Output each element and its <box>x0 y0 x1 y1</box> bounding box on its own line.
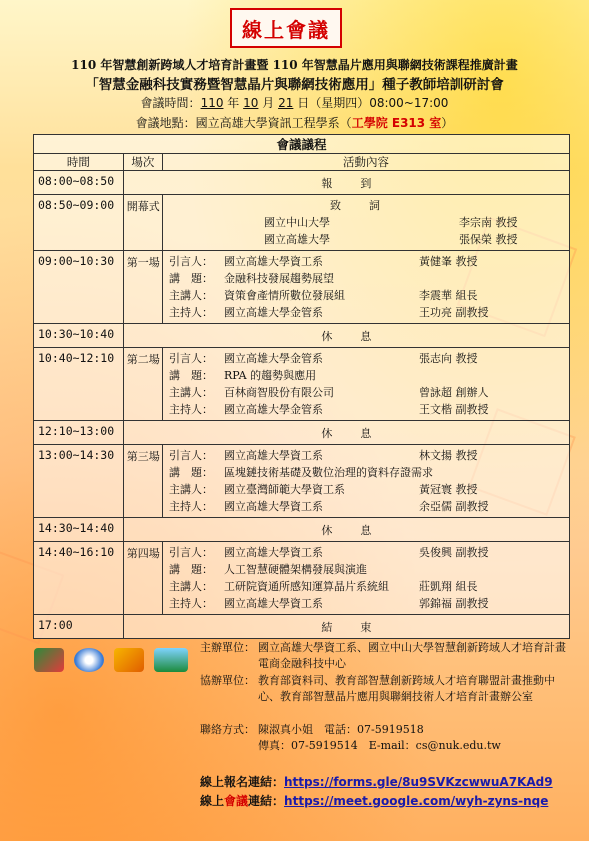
line-name <box>433 464 543 481</box>
line-name: 黃健峯 教授 <box>419 255 478 268</box>
line-label: 主講人： <box>169 483 213 496</box>
activity-line <box>169 214 569 231</box>
line-name <box>316 367 426 384</box>
registration-link[interactable]: https://forms.gle/8u9SVKzcwwuA7KAd9 <box>284 775 553 789</box>
row-activity <box>163 251 570 324</box>
line-name: 黃冠寰 教授 <box>419 483 478 496</box>
row-activity: 報到 <box>123 171 569 195</box>
header-line1: 110 年智慧創新跨域人才培育計畫暨 110 年智慧晶片應用與聯網技術課程推廣計畫 <box>71 58 518 72</box>
row-session: 第二場 <box>123 348 162 421</box>
line-text: 金融科技發展趨勢展望 <box>224 272 334 285</box>
row-time: 08:50~09:00 <box>34 195 124 251</box>
line-name <box>334 270 444 287</box>
activity-line <box>169 231 569 248</box>
activity-line <box>169 481 569 498</box>
sun-logo <box>114 648 144 672</box>
col-time: 時間 <box>34 154 124 171</box>
line-label: 主講人： <box>169 580 213 593</box>
row-activity: 休息 <box>123 421 569 445</box>
activity-line <box>169 304 569 321</box>
row-time: 12:10~13:00 <box>34 421 124 445</box>
line-text: RPA 的趨勢與應用 <box>224 369 317 382</box>
line-label: 引言人： <box>169 352 213 365</box>
line-name: 余亞儒 副教授 <box>419 500 489 513</box>
line-name: 張志向 教授 <box>419 352 478 365</box>
row-activity <box>163 195 570 251</box>
row-time: 10:30~10:40 <box>34 324 124 348</box>
line-label: 主持人： <box>169 403 213 416</box>
organizer: 主辦單位： 國立高雄大學資工系、國立中山大學智慧創新跨域人才培育計畫電商金融科技中心 <box>200 641 566 670</box>
col-session: 場次 <box>123 154 162 171</box>
co-organizer: 協辦單位： 教育部資料司、教育部智慧創新跨域人才培育聯盟計畫推動中心、教育部智慧晶片應用與聯網技術人才培育計畫辦公室 <box>200 674 555 703</box>
row-time: 17:00 <box>34 615 124 639</box>
activity-line <box>169 498 569 515</box>
activity-line <box>169 595 569 612</box>
row-session: 第一場 <box>123 251 162 324</box>
line-name: 林文揚 教授 <box>419 449 478 462</box>
online-meeting-title: 線上會議 <box>230 8 342 48</box>
line-text: 國立高雄大學金管系 <box>224 352 323 365</box>
line-label <box>209 231 264 248</box>
activity-line <box>169 384 569 401</box>
agenda-row <box>34 542 570 615</box>
line-name: 郭錦福 副教授 <box>419 597 489 610</box>
line-name: 李震華 組長 <box>419 289 478 302</box>
meeting-place: 會議地點：國立高雄大學資訊工程學系（工學院 E313 室） <box>135 116 454 130</box>
agenda-row <box>34 251 570 324</box>
line-name <box>367 561 477 578</box>
line-label: 引言人： <box>169 546 213 559</box>
line-label: 講 題： <box>169 563 213 576</box>
line-text: 國立高雄大學資工系 <box>224 500 323 513</box>
line-name: 莊凱翔 組長 <box>419 580 478 593</box>
activity-line <box>169 401 569 418</box>
line-text: 區塊鏈技術基礎及數位治理的資料存證需求 <box>224 466 433 479</box>
line-text: 百林商智股份有限公司 <box>224 386 334 399</box>
agenda-row <box>34 171 570 195</box>
row-activity: 休息 <box>123 518 569 542</box>
line-label: 引言人： <box>169 449 213 462</box>
activity-line <box>169 253 569 270</box>
activity-line <box>169 287 569 304</box>
activity-line <box>169 447 569 464</box>
island-logo <box>154 648 188 672</box>
logo-strip <box>34 648 188 672</box>
line-label: 引言人： <box>169 255 213 268</box>
row-time: 08:00~08:50 <box>34 171 124 195</box>
row-activity <box>163 542 570 615</box>
line-label: 講 題： <box>169 369 213 382</box>
itsa-logo <box>34 648 64 672</box>
row-activity: 休息 <box>123 324 569 348</box>
row-time: 10:40~12:10 <box>34 348 124 421</box>
line-text: 國立高雄大學資工系 <box>224 546 323 559</box>
line-label: 主持人： <box>169 597 213 610</box>
meeting-link-row: 線上會議連結：https://meet.google.com/wyh-zyns-nqe <box>200 794 549 808</box>
row-activity: 結束 <box>123 615 569 639</box>
agenda-title: 會議議程 <box>34 135 570 154</box>
row-time: 13:00~14:30 <box>34 445 124 518</box>
line-label: 主講人： <box>169 386 213 399</box>
agenda-row <box>34 421 570 445</box>
line-label: 主持人： <box>169 500 213 513</box>
agenda-row <box>34 615 570 639</box>
header-line2: 「智慧金融科技實務暨智慧晶片與聯網技術應用」種子教師培訓研討會 <box>85 77 504 93</box>
row-session: 開幕式 <box>123 195 162 251</box>
activity-line <box>169 561 569 578</box>
line-name: 曾詠超 創辦人 <box>419 386 489 399</box>
line-label <box>209 214 264 231</box>
line-text: 國立高雄大學資工系 <box>224 255 323 268</box>
line-text: 國立高雄大學 <box>264 233 330 246</box>
line-text: 人工智慧硬體架構發展與演進 <box>224 563 367 576</box>
row-session: 第四場 <box>123 542 162 615</box>
row-activity <box>163 348 570 421</box>
line-text: 國立高雄大學金管系 <box>224 403 323 416</box>
registration-link-row: 線上報名連結：https://forms.gle/8u9SVKzcwwuA7KAd9 <box>200 775 553 789</box>
activity-line <box>169 544 569 561</box>
row-session: 第三場 <box>123 445 162 518</box>
line-text: 國立高雄大學資工系 <box>224 597 323 610</box>
agenda-row <box>34 324 570 348</box>
col-activity: 活動內容 <box>163 154 570 171</box>
meeting-link[interactable]: https://meet.google.com/wyh-zyns-nqe <box>284 794 549 808</box>
line-label: 講 題： <box>169 272 213 285</box>
line-text: 工研院資通所感知運算晶片系統組 <box>224 580 389 593</box>
activity-line <box>169 464 569 481</box>
agenda-row <box>34 195 570 251</box>
line-label: 主講人： <box>169 289 213 302</box>
row-time: 14:40~16:10 <box>34 542 124 615</box>
activity-line <box>169 367 569 384</box>
line-name: 王功亮 副教授 <box>419 306 489 319</box>
line-name: 王文楷 副教授 <box>419 403 489 416</box>
line-label: 主持人： <box>169 306 213 319</box>
activity-line <box>169 350 569 367</box>
agenda-row <box>34 445 570 518</box>
line-text: 國立高雄大學金管系 <box>224 306 323 319</box>
line-label: 講 題： <box>169 466 213 479</box>
activity-line <box>169 270 569 287</box>
activity-heading: 致詞 <box>330 199 408 212</box>
line-name: 李宗南 教授 <box>459 216 518 229</box>
agenda-row <box>34 348 570 421</box>
row-time: 14:30~14:40 <box>34 518 124 542</box>
snowflake-logo <box>74 648 104 672</box>
line-text: 國立高雄大學資工系 <box>224 449 323 462</box>
agenda-row <box>34 518 570 542</box>
activity-line <box>169 578 569 595</box>
line-text: 資策會產情所數位發展組 <box>224 289 345 302</box>
line-text: 國立中山大學 <box>264 216 330 229</box>
line-name: 張保榮 教授 <box>459 233 518 246</box>
line-text: 國立臺灣師範大學資工系 <box>224 483 345 496</box>
agenda-table <box>33 134 570 639</box>
contact: 聯絡方式： 陳淑真小姐 電話：07-5919518 傳真：07-5919514 E-mail：cs@nuk.edu.tw <box>200 723 501 752</box>
meeting-time: 會議時間：110 年 10 月 21 日（星期四）08:00~17:00 <box>140 96 449 110</box>
row-time: 09:00~10:30 <box>34 251 124 324</box>
row-activity <box>163 445 570 518</box>
line-name: 吳俊興 副教授 <box>419 546 489 559</box>
